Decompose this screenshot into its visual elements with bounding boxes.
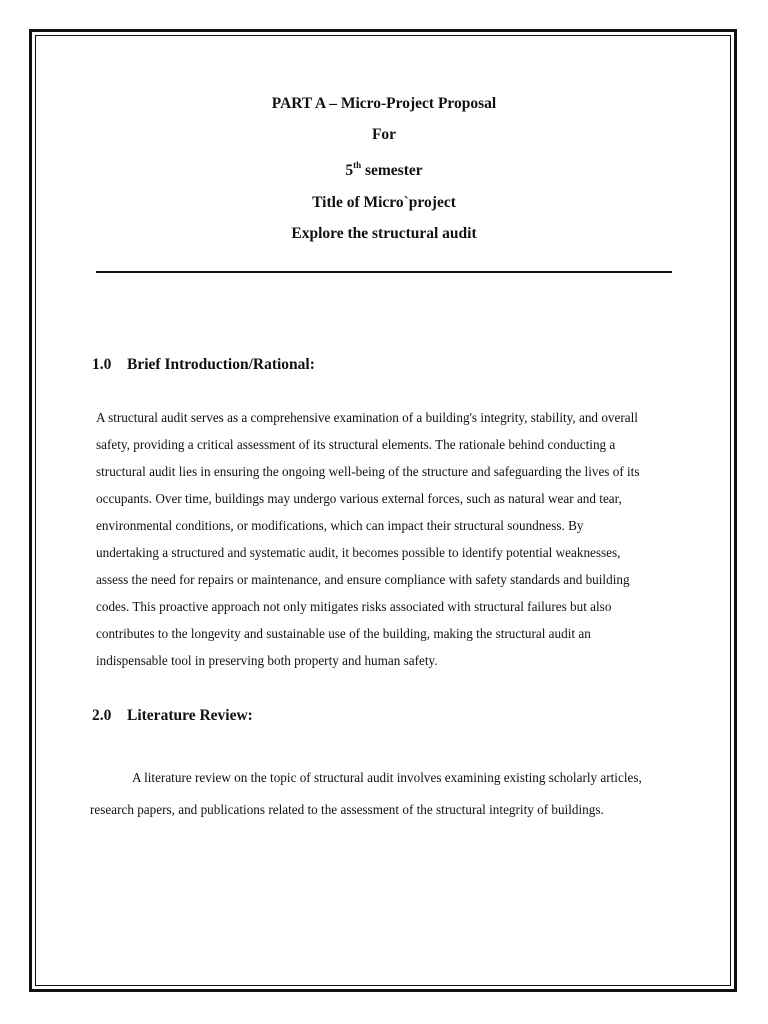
semester-number: 5 bbox=[345, 162, 354, 179]
section-number: 2.0 bbox=[92, 707, 112, 724]
text-line: environmental conditions, or modifications, which can impact their structural soundness. By bbox=[96, 518, 584, 533]
section-title: Brief Introduction/Rational: bbox=[127, 356, 315, 373]
text-line: structural audit lies in ensuring the ongoing well-being of the structure and safeguarding the lives of its bbox=[96, 464, 640, 479]
text-line: contributes to the longevity and sustainable use of the building, making the structural audit an bbox=[96, 626, 591, 641]
semester-line bbox=[0, 160, 768, 179]
text-line: occupants. Over time, buildings may undergo various external forces, such as natural wear and tear, bbox=[96, 491, 622, 506]
section-heading-literature-review bbox=[92, 708, 253, 724]
text-line: A structural audit serves as a comprehensive examination of a building's integrity, stability, and overall bbox=[96, 410, 638, 425]
section-heading-introduction bbox=[92, 357, 315, 373]
semester-word: semester bbox=[361, 162, 423, 179]
introduction-paragraph bbox=[96, 404, 720, 674]
header-divider bbox=[96, 271, 672, 273]
text-line: undertaking a structured and systematic audit, it becomes possible to identify potential weaknesses, bbox=[96, 545, 621, 560]
section-title: Literature Review: bbox=[127, 707, 253, 724]
proposal-for: For bbox=[371, 126, 397, 143]
text-line: codes. This proactive approach not only mitigates risks associated with structural failures but also bbox=[96, 599, 612, 614]
text-line: A literature review on the topic of structural audit involves examining existing scholarly articles, bbox=[132, 770, 642, 785]
title-label: Title of Micro`project bbox=[312, 194, 456, 211]
section-number: 1.0 bbox=[92, 356, 112, 373]
project-title: Explore the structural audit bbox=[291, 225, 477, 242]
text-line: safety, providing a critical assessment of its structural elements. The rationale behind conducting a bbox=[96, 437, 616, 452]
text-line: research papers, and publications related to the assessment of the structural integrity of buildings. bbox=[90, 802, 604, 817]
literature-review-paragraph bbox=[90, 762, 722, 826]
text-line: assess the need for repairs or maintenance, and ensure compliance with safety standards and building bbox=[96, 572, 630, 587]
text-line: indispensable tool in preserving both property and human safety. bbox=[96, 653, 438, 668]
proposal-title: PART A – Micro-Project Proposal bbox=[271, 95, 497, 112]
semester-suffix: th bbox=[353, 160, 362, 170]
